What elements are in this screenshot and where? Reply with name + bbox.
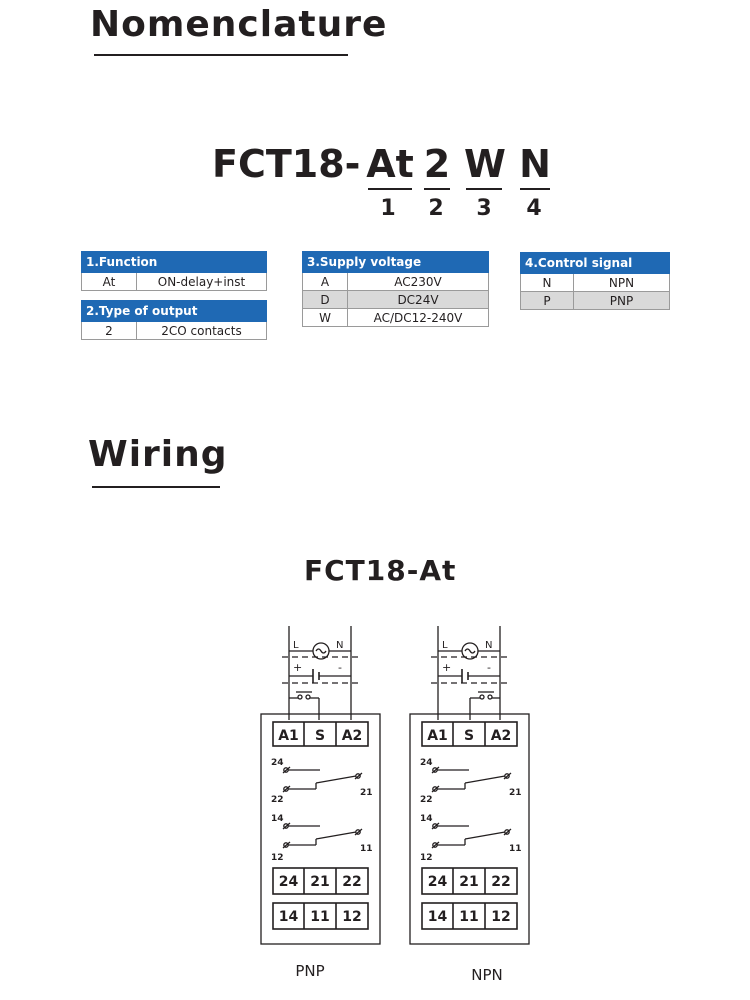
terminal-a1: A1 <box>427 728 448 744</box>
table-cell-code: N <box>521 274 574 292</box>
terminal-a1: A1 <box>278 728 299 744</box>
contact-label-21: 21 <box>360 788 373 798</box>
code-part-control: N <box>519 142 551 186</box>
contact-label-21: 21 <box>509 788 522 798</box>
supply-label-plus: + <box>442 661 452 674</box>
contact-label-24: 24 <box>271 758 284 768</box>
supply-label-minus: - <box>487 661 491 674</box>
function-table-header: 1.Function <box>82 252 267 273</box>
contact-label-22: 22 <box>271 795 284 805</box>
table-cell-code: W <box>303 309 348 327</box>
table-cell-code: P <box>521 292 574 310</box>
table-cell-desc: ON-delay+inst <box>137 273 267 291</box>
control-switch-icon <box>480 695 484 699</box>
terminal-s: S <box>463 728 475 744</box>
terminal-24: 24 <box>278 874 299 890</box>
control-switch-icon <box>298 695 302 699</box>
model-prefix: FCT18- <box>212 142 361 186</box>
wiring-diagram-pnp <box>261 626 380 944</box>
terminal-11: 11 <box>459 909 479 925</box>
terminal-12: 12 <box>491 909 511 925</box>
terminal-22: 22 <box>342 874 362 890</box>
terminal-24: 24 <box>427 874 448 890</box>
table-cell-desc: AC230V <box>348 273 489 291</box>
code-index-supply: 3 <box>476 196 492 221</box>
code-part-output: 2 <box>423 142 451 186</box>
supply-label-plus: + <box>293 661 303 674</box>
supply-label-n: N <box>485 640 493 651</box>
code-index-control: 4 <box>526 196 542 221</box>
code-part-supply: W <box>464 142 506 186</box>
table-cell-desc: PNP <box>574 292 670 310</box>
output-table-header: 2.Type of output <box>82 301 267 322</box>
terminal-s: S <box>314 728 326 744</box>
wiring-diagram-npn <box>410 626 529 944</box>
terminal-a2: A2 <box>341 728 363 744</box>
table-cell-desc: 2CO contacts <box>137 322 267 340</box>
terminal-21: 21 <box>459 874 479 890</box>
contact-label-12: 12 <box>420 853 433 863</box>
table-cell-code: 2 <box>82 322 137 340</box>
contact-label-14: 14 <box>271 814 284 824</box>
supply-label-l: L <box>442 640 448 651</box>
contact-label-24: 24 <box>420 758 433 768</box>
supply-table-header: 3.Supply voltage <box>303 252 489 273</box>
supply-label-n: N <box>336 640 344 651</box>
terminal-11: 11 <box>310 909 330 925</box>
contact-label-11: 11 <box>360 844 373 854</box>
supply-label-minus: - <box>338 661 342 674</box>
table-cell-code: D <box>303 291 348 309</box>
terminal-a2: A2 <box>490 728 512 744</box>
wiring-title: Wiring <box>88 434 228 475</box>
terminal-21: 21 <box>310 874 330 890</box>
code-index-output: 2 <box>428 196 444 221</box>
nomenclature-title: Nomenclature <box>90 4 388 45</box>
contact-label-14: 14 <box>420 814 433 824</box>
variant-label-npn: NPN <box>471 966 503 984</box>
terminal-14: 14 <box>278 909 299 925</box>
table-cell-desc: AC/DC12-240V <box>348 309 489 327</box>
variant-label-pnp: PNP <box>295 962 325 980</box>
contact-label-11: 11 <box>509 844 522 854</box>
code-index-function: 1 <box>380 196 396 221</box>
terminal-22: 22 <box>491 874 511 890</box>
table-cell-desc: DC24V <box>348 291 489 309</box>
table-cell-code: At <box>82 273 137 291</box>
supply-label-l: L <box>293 640 299 651</box>
code-part-function: At <box>366 142 414 186</box>
terminal-12: 12 <box>342 909 362 925</box>
terminal-14: 14 <box>427 909 448 925</box>
contact-label-12: 12 <box>271 853 284 863</box>
table-cell-desc: NPN <box>574 274 670 292</box>
diagram-title: FCT18-At <box>304 554 457 587</box>
contact-label-22: 22 <box>420 795 433 805</box>
table-cell-code: A <box>303 273 348 291</box>
control-table-header: 4.Control signal <box>521 253 670 274</box>
